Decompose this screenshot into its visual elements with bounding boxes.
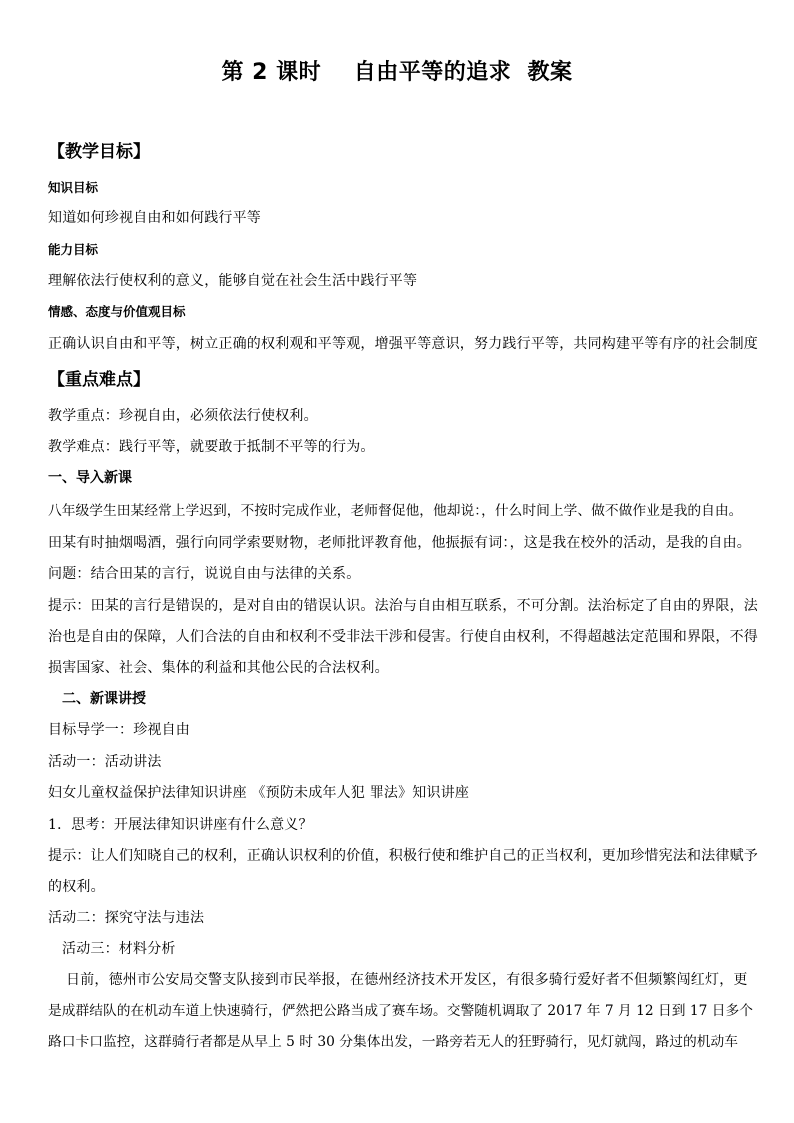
paragraph-line: 田某有时抽烟喝酒，强行向同学索要财物，老师批评教育他，他振振有词：，这是我在校外的活动，是我的自由。	[48, 535, 751, 551]
objective-line: 目标导学一：珍视自由	[48, 722, 190, 738]
paragraph-line: 八年级学生田某经常上学迟到，不按时完成作业，老师督促他，他却说：，什么时间上学、做不做作业是我的自由。	[48, 503, 743, 519]
teaching-difficulty: 教学难点：践行平等，就要敢于抵制不平等的行为。	[48, 439, 375, 455]
knowledge-label: 知识目标	[48, 180, 99, 195]
activity-line: 活动二：探究守法与违法	[48, 910, 205, 926]
activity-line: 活动三：材料分析	[62, 941, 176, 957]
lecture-titles-line: 妇女儿童权益保护法律知识讲座 《预防未成年人犯 罪法》知识讲座	[48, 785, 470, 801]
hint-line: 提示：让人们知晓自己的权利，正确认识权利的价值，积极行使和维护自己的正当权利，更加珍惜宪法和法律赋予	[48, 848, 758, 864]
emotion-text: 正确认识自由和平等，树立正确的权利观和平等观，增强平等意识，努力践行平等，共同构建平等有序的社会制度	[48, 336, 758, 352]
teaching-focus: 教学重点：珍视自由，必须依法行使权利。	[48, 408, 318, 424]
document-title: 第 2 课时 自由平等的追求 教案	[221, 60, 573, 85]
section2-heading: 二、新课讲授	[62, 691, 146, 707]
hint-line: 损害国家、社会、集体的利益和其他公民的合法权利。	[48, 660, 389, 676]
hint-line: 治也是自由的保障，人们合法的自由和权利不受非法干涉和侵害。行使自由权利，不得超越法定范围和界限，不得	[48, 629, 758, 645]
objectives-heading: 【教学目标】	[48, 142, 150, 162]
ability-text: 理解依法行使权利的意义，能够自觉在社会生活中践行平等	[48, 273, 418, 289]
knowledge-text: 知道如何珍视自由和如何践行平等	[48, 210, 261, 226]
hint-line: 的权利。	[48, 879, 105, 895]
section1-heading: 一、导入新课	[48, 470, 132, 486]
question-line: 1．思考：开展法律知识讲座有什么意义？	[48, 817, 313, 833]
activity-line: 活动一：活动讲法	[48, 754, 162, 770]
key-points-heading: 【重点难点】	[48, 370, 150, 390]
emotion-label: 情感、态度与价值观目标	[48, 304, 186, 319]
material-paragraph-line: 路口卡口监控，这群骑行者都是从早上 5 时 30 分集体出发，一路旁若无人的狂野骑行，见灯就闯，路过的机动车	[48, 1034, 738, 1050]
question-line: 问题：结合田某的言行，说说自由与法律的关系。	[48, 566, 361, 582]
material-paragraph-line: 日前，德州市公安局交警支队接到市民举报，在德州经济技术开发区，有很多骑行爱好者不但频繁闯红灯，更	[66, 972, 748, 988]
material-paragraph-line: 是成群结队的在机动车道上快速骑行，俨然把公路当成了赛车场。交警随机调取了 2017 年 7 月 12 日到 17 日多个	[48, 1003, 753, 1019]
hint-line: 提示：田某的言行是错误的，是对自由的错误认识。法治与自由相互联系，不可分割。法治标定了自由的界限，法	[48, 598, 758, 614]
ability-label: 能力目标	[48, 242, 99, 257]
